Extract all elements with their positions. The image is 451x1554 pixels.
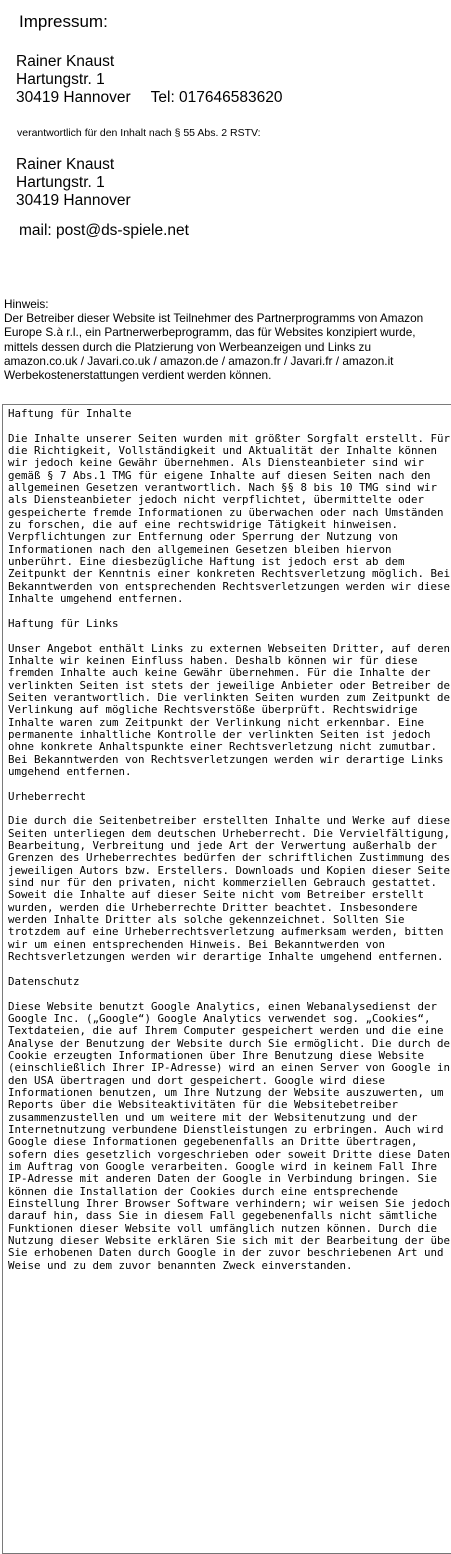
owner-city: 30419 Hannover (16, 89, 131, 106)
responsible-name: Rainer Knaust (16, 156, 115, 173)
amazon-notice (4, 297, 446, 382)
owner-phone: Tel: 017646583620 (150, 89, 283, 106)
notice-text: Der Betreiber dieser Website ist Teilnehmer des Partnerprogramms von Amazon Europe S.à r.l., ein Partnerwerbeprogramm, das für Websites konzipiert wurde, mittels dessen durch die Platzierung von Werbeanzeigen und Links zu amazon.co.uk / Javari.co.uk / amazon.de / amazon.fr / Javari.fr / amazon.it Werbekostenerstattungen verdient werden können. (4, 311, 424, 383)
responsible-address (16, 156, 131, 210)
contact-mail: mail: post@ds-spiele.net (19, 222, 189, 239)
impressum-title: Impressum: (19, 12, 108, 31)
owner-name: Rainer Knaust (16, 53, 115, 70)
owner-city-line (16, 89, 283, 107)
responsible-street: Hartungstr. 1 (16, 174, 105, 191)
disclaimer-textarea[interactable] (2, 404, 451, 1554)
responsible-label: verantwortlich für den Inhalt nach § 55 Abs. 2 RSTV: (17, 127, 261, 139)
owner-address (16, 53, 283, 107)
responsible-city: 30419 Hannover (16, 192, 131, 209)
owner-street: Hartungstr. 1 (16, 71, 105, 88)
notice-heading: Hinweis: (4, 297, 49, 311)
